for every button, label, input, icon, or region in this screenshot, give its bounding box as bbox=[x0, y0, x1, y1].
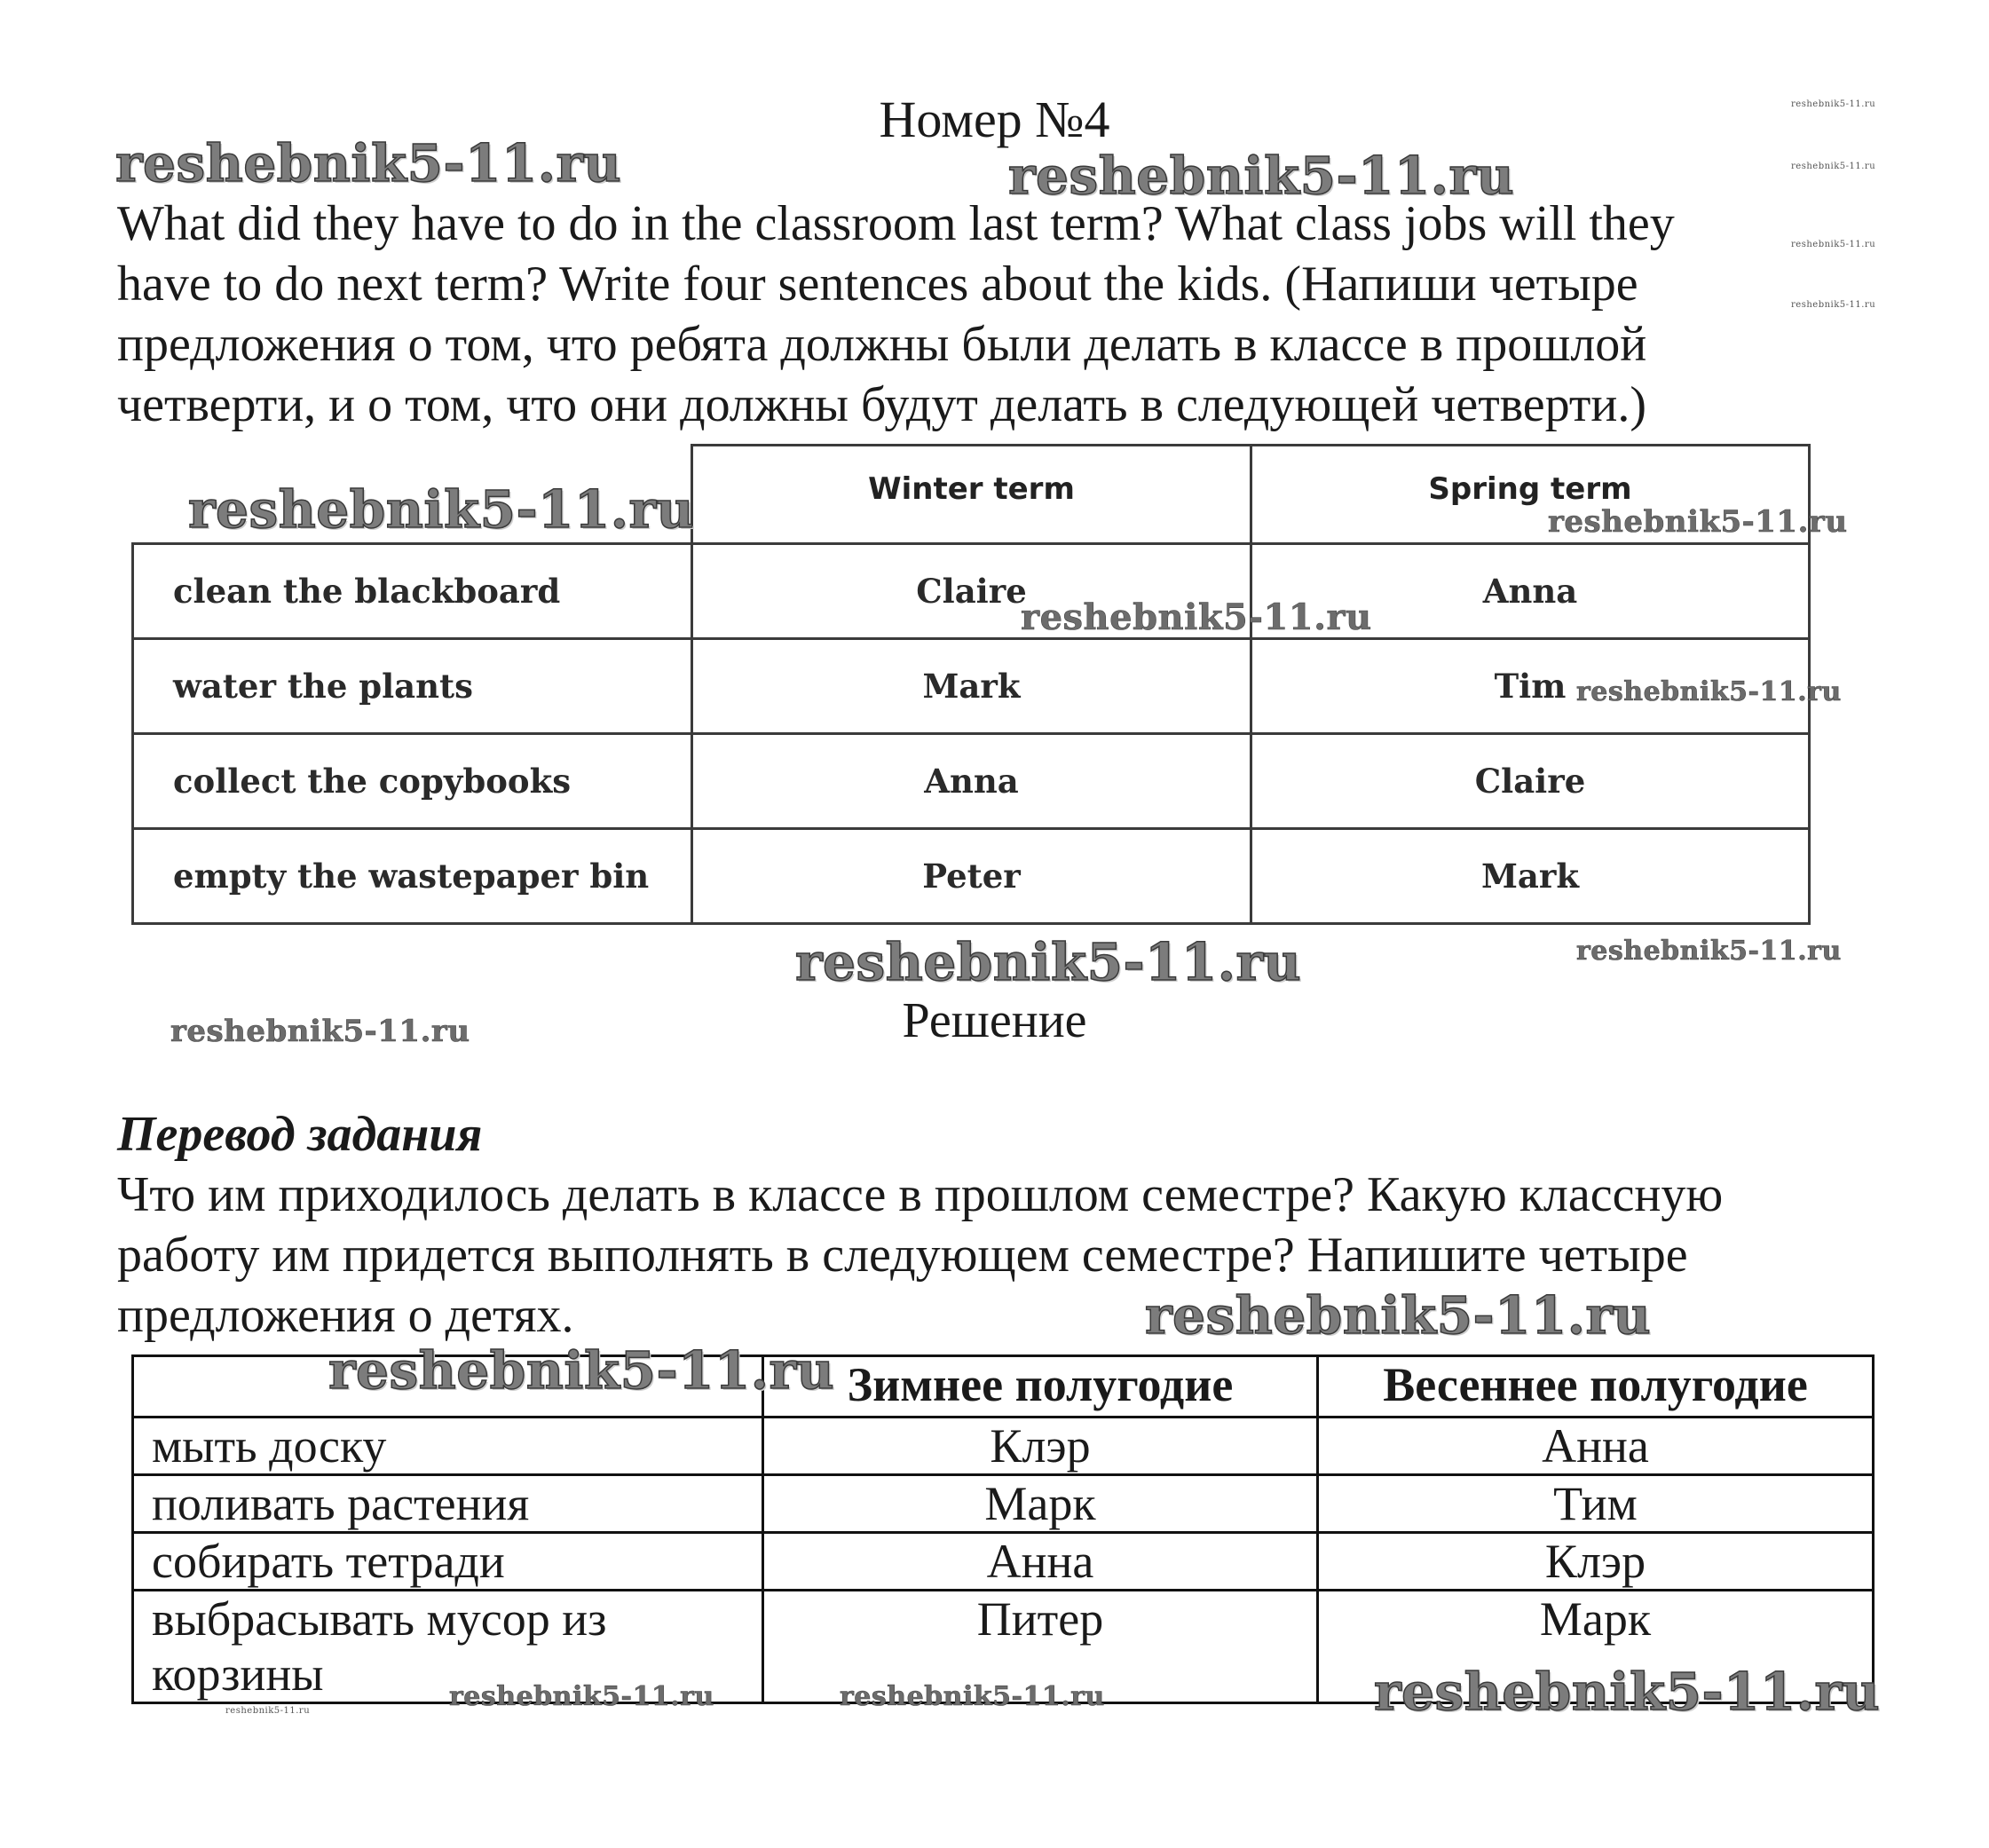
table-row bbox=[133, 1533, 1874, 1591]
table-row bbox=[133, 1475, 1874, 1533]
table-cell-winter: Клэр bbox=[763, 1418, 1318, 1475]
watermark: reshebnik5-11.ru bbox=[188, 479, 695, 540]
watermark-tiny: reshebnik5-11.ru bbox=[1791, 162, 1876, 171]
table-cell-spring: Анна bbox=[1318, 1418, 1874, 1475]
exercise-number-title: Номер №4 bbox=[879, 91, 1110, 148]
watermark-tiny: reshebnik5-11.ru bbox=[1791, 99, 1876, 109]
table-cell-task: water the plants bbox=[133, 639, 692, 734]
table-cell-spring: Клэр bbox=[1318, 1533, 1874, 1591]
table-cell-winter: Claire bbox=[692, 544, 1251, 639]
watermark: reshebnik5-11.ru bbox=[1576, 936, 1842, 967]
table-header-winter: Winter term bbox=[692, 446, 1251, 544]
table-cell-task: выбрасывать мусор из корзины bbox=[133, 1591, 763, 1703]
watermark: reshebnik5-11.ru bbox=[115, 133, 622, 193]
exercise-task-text: What did they have to do in the classroom last term? What class jobs will they have to do next term? Write four sentences about the kids. (Напиши четыре предложения о том, что ребята должны были делать в классе в прошлой четверти, и о том, что они должны будут делать в следующей четверти.) bbox=[117, 196, 1675, 432]
table-header-winter: Зимнее полугодие bbox=[763, 1356, 1318, 1418]
translation-heading: Перевод задания bbox=[117, 1107, 483, 1162]
watermark: reshebnik5-11.ru bbox=[449, 1681, 714, 1712]
table-row bbox=[133, 734, 1810, 829]
translation-text: Что им приходилось делать в классе в прошлом семестре? Какую классную работу им придется выполнять в следующем семестре? Напишите четыре предложения о детях. bbox=[117, 1167, 1724, 1343]
table-cell-task: clean the blackboard bbox=[133, 544, 692, 639]
table-cell-winter: Питер bbox=[763, 1591, 1318, 1703]
table-header-spring: Spring term bbox=[1251, 446, 1810, 544]
table-cell-spring: Mark bbox=[1251, 829, 1810, 924]
table-header-spring: Весеннее полугодие bbox=[1318, 1356, 1874, 1418]
table-cell-task: собирать тетради bbox=[133, 1533, 763, 1591]
watermark: reshebnik5-11.ru bbox=[1021, 596, 1372, 638]
watermark: reshebnik5-11.ru bbox=[1145, 1285, 1652, 1346]
table-cell-winter: Anna bbox=[692, 734, 1251, 829]
table-cell-winter: Анна bbox=[763, 1533, 1318, 1591]
table-cell-spring: Claire bbox=[1251, 734, 1810, 829]
table-cell-spring: Tim bbox=[1251, 639, 1810, 734]
table-cell-task: collect the copybooks bbox=[133, 734, 692, 829]
table-cell-winter: Mark bbox=[692, 639, 1251, 734]
watermark-tiny: reshebnik5-11.ru bbox=[225, 1706, 311, 1716]
table-cell-task: empty the wastepaper bin bbox=[133, 829, 692, 924]
watermark-tiny: reshebnik5-11.ru bbox=[1791, 240, 1876, 249]
watermark: reshebnik5-11.ru bbox=[328, 1340, 835, 1401]
table-cell-spring: Anna bbox=[1251, 544, 1810, 639]
table-row bbox=[133, 639, 1810, 734]
table-cell-spring: Марк bbox=[1318, 1591, 1874, 1703]
table-row bbox=[133, 1418, 1874, 1475]
watermark: reshebnik5-11.ru bbox=[170, 1014, 470, 1049]
watermark: reshebnik5-11.ru bbox=[1576, 676, 1842, 707]
watermark: reshebnik5-11.ru bbox=[840, 1681, 1105, 1712]
watermark: reshebnik5-11.ru bbox=[1008, 146, 1515, 206]
table-cell-winter: Peter bbox=[692, 829, 1251, 924]
table-cell-winter: Марк bbox=[763, 1475, 1318, 1533]
solution-table bbox=[131, 1354, 1875, 1704]
table-row bbox=[133, 829, 1810, 924]
watermark: reshebnik5-11.ru bbox=[1548, 504, 1848, 540]
table-cell-task: поливать растения bbox=[133, 1475, 763, 1533]
table-cell-task: мыть доску bbox=[133, 1418, 763, 1475]
solution-label: Решение bbox=[902, 993, 1087, 1048]
watermark-tiny: reshebnik5-11.ru bbox=[1791, 300, 1876, 310]
table-cell-spring: Тим bbox=[1318, 1475, 1874, 1533]
watermark: reshebnik5-11.ru bbox=[795, 932, 1302, 992]
table-row bbox=[133, 544, 1810, 639]
watermark: reshebnik5-11.ru bbox=[1374, 1662, 1881, 1722]
